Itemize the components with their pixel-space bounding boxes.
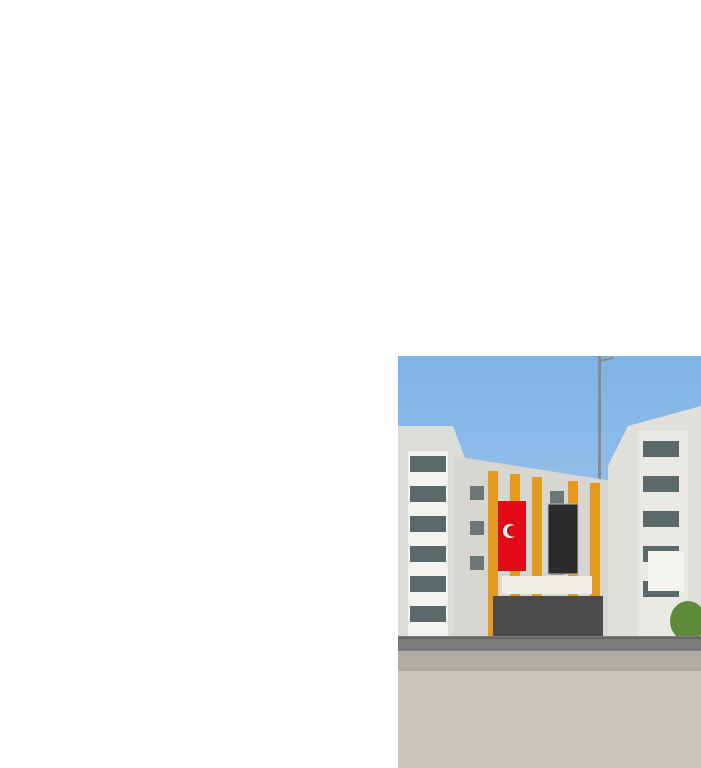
school-building-photo (398, 356, 701, 768)
schedule-table (0, 0, 701, 356)
student-list (0, 356, 398, 768)
